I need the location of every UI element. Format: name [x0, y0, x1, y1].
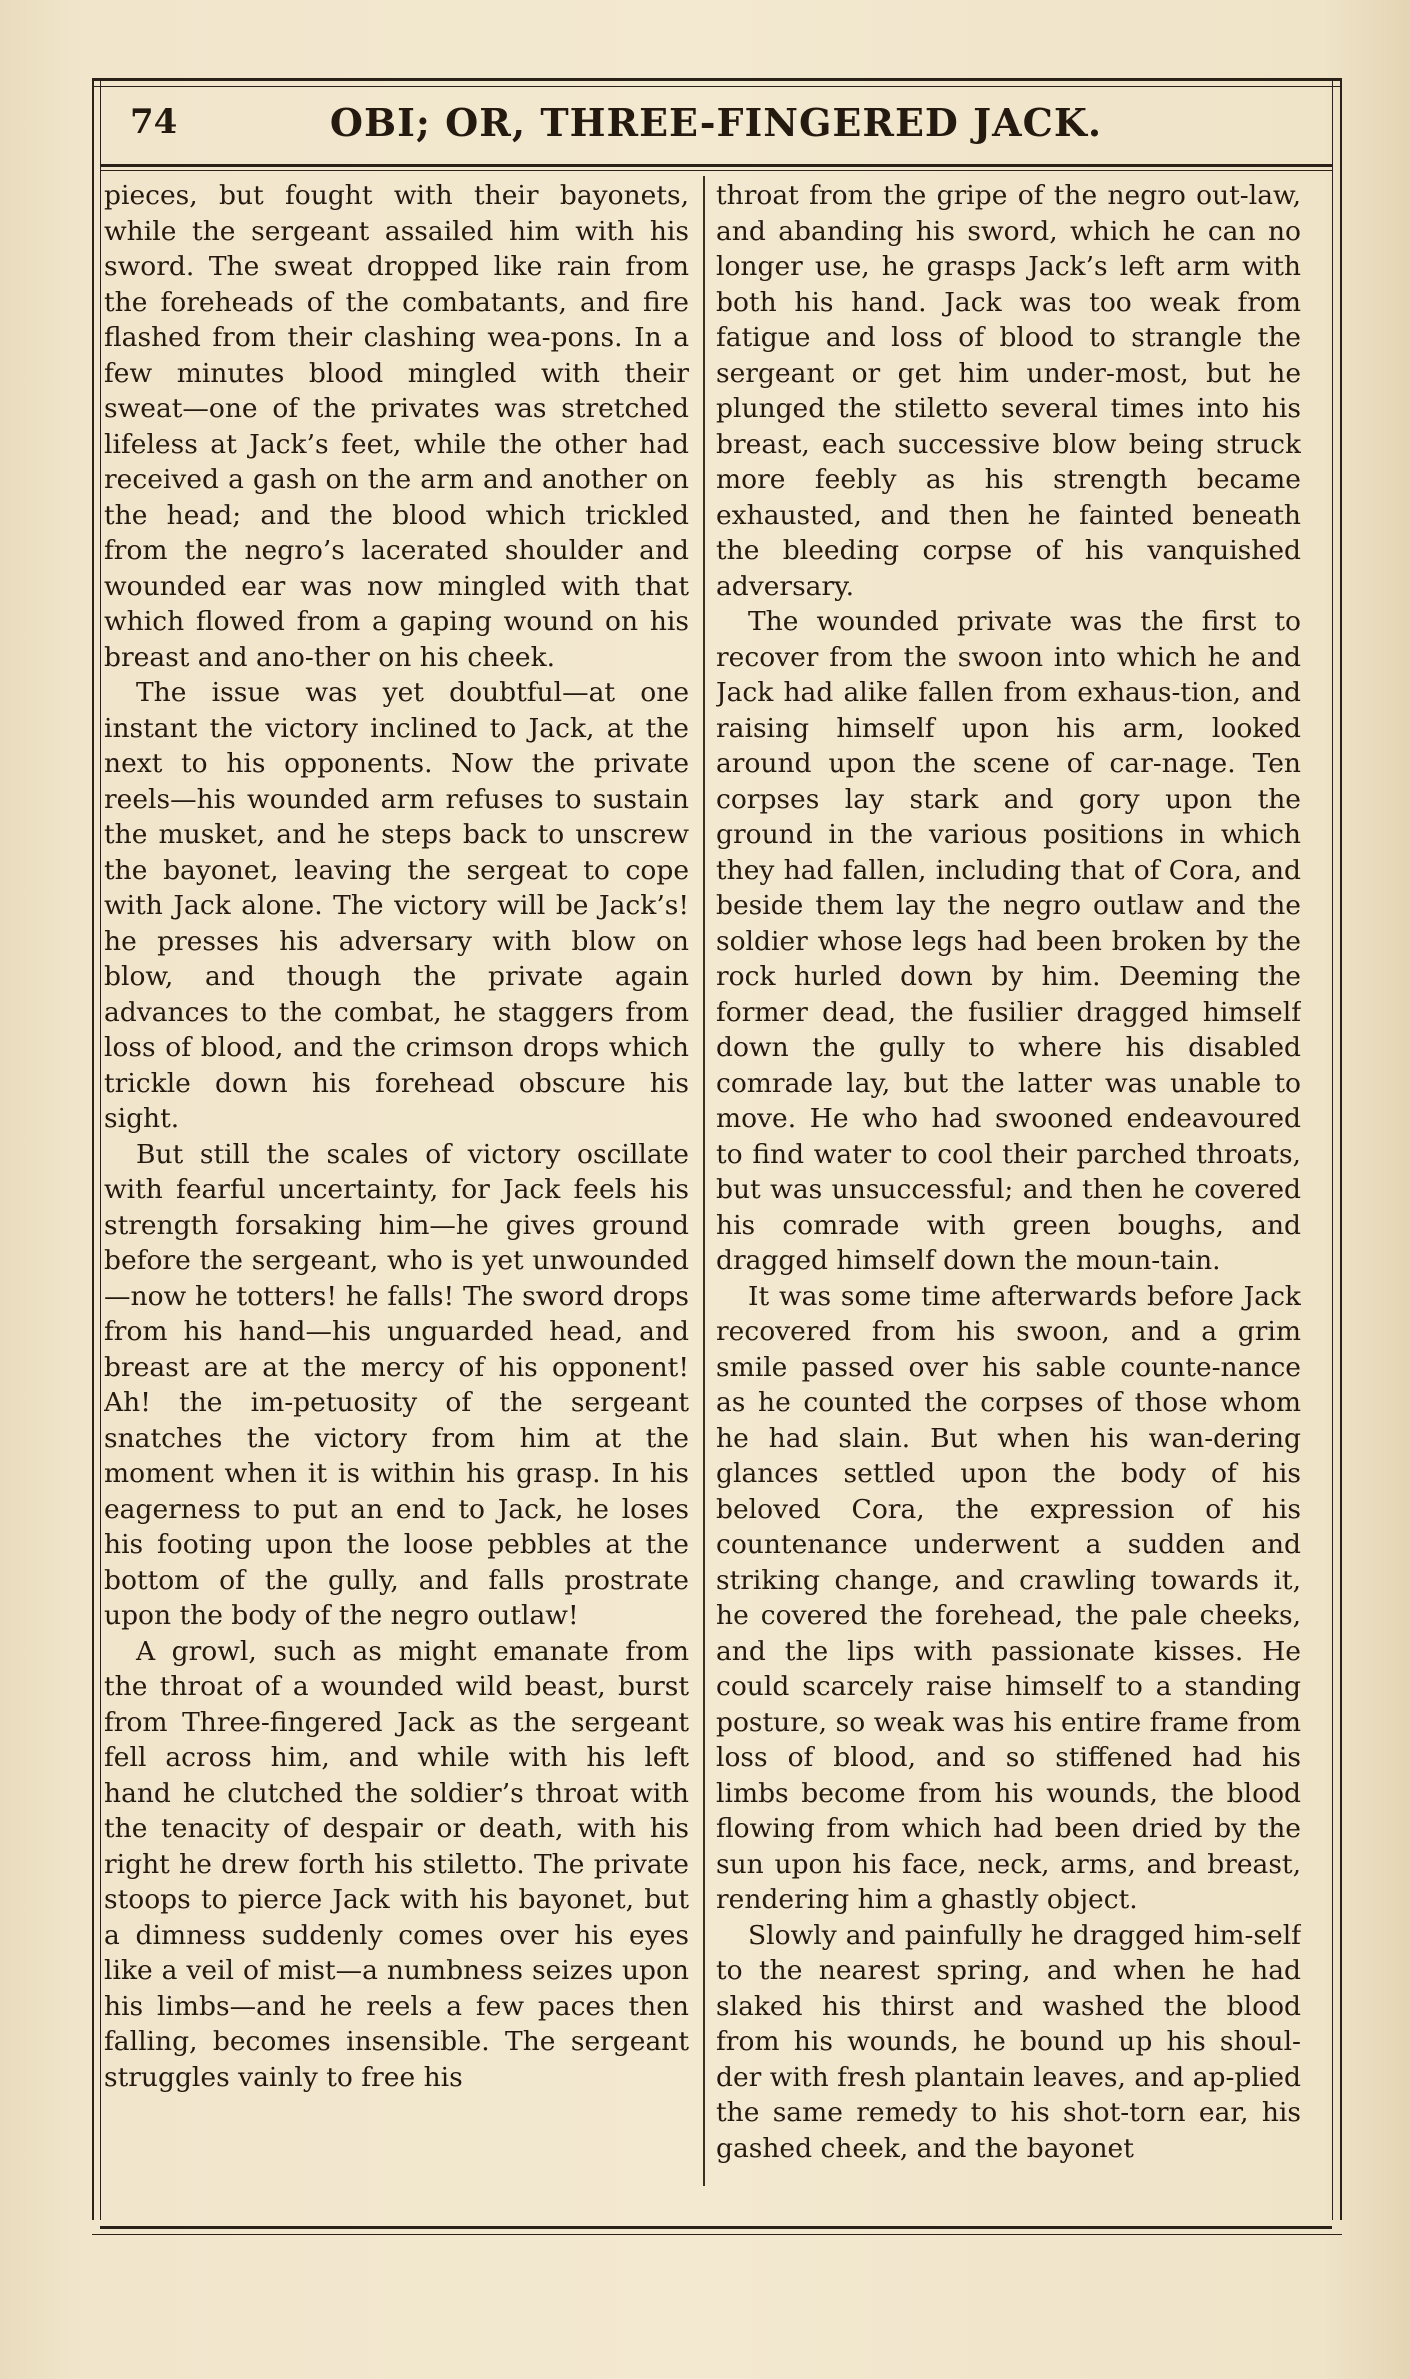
right-paragraph-4: Slowly and painfully he dragged him-self to the nearest spring, and when he had slaked his thirst and washed the blood from his wounds, he bound up his shoul-der with fresh plantain leaves, and ap-plied the same remedy to his shot-torn ear, his gashed cheek, and the bayonet [716, 1919, 1301, 2164]
header-rule [100, 164, 1332, 167]
left-border-thin [100, 80, 101, 2220]
right-paragraph-3: It was some time afterwards before Jack recovered from his swoon, and a grim smile passed over his sable counte-nance as he counted the corpses of those whom he had slain. But when his wan-dering glances settled upon the body of his beloved Cora, the expression of his countenance underwent a sudden and striking change, and crawling towards it, he covered the forehead, the pale cheeks, and the lips with passionate kisses. He could scarcely raise himself to a standing posture, so weak was his entire frame from loss of blood, and so stiffened had his limbs become from his wounds, the blood flowing from which had been dried by the sun upon his face, neck, arms, and breast, rendering him a ghastly object. [716, 1280, 1301, 1915]
header-rule-thin [100, 170, 1332, 171]
left-paragraph-2: The issue was yet doubtful—at one instant the victory inclined to Jack, at the next to his opponents. Now the private reels—his wounded arm refuses to sustain the musket, and he steps back to unscrew the bayonet, leaving the sergeat to cope with Jack alone. The victory will be Jack’s! he presses his adversary with blow on blow, and though the private again advances to the combat, he staggers from loss of blood, and the crimson drops which trickle down his forehead obscure his sight. [104, 677, 689, 1134]
page-number: 74 [130, 102, 178, 142]
bottom-rule [100, 2226, 1332, 2229]
top-border-rule [92, 78, 1342, 81]
bottom-rule-thin [92, 2234, 1342, 2235]
column-divider [703, 176, 705, 2186]
right-border [1340, 80, 1342, 2220]
left-column [104, 178, 689, 2188]
right-paragraph-1: throat from the gripe of the negro out-law, and abanding his sword, which he can no longer use, he grasps Jack’s left arm with both his hand. Jack was too weak from fatigue and loss of blood to strangle the sergeant or get him under-most, but he plunged the stiletto several times into his breast, each successive blow being struck more feebly as his strength became exhausted, and then he fainted beneath the bleeding corpse of his vanquished adversary. [716, 180, 1301, 602]
left-paragraph-4: A growl, such as might emanate from the throat of a wounded wild beast, burst from Three-fingered Jack as the sergeant fell across him, and while with his left hand he clutched the soldier’s throat with the tenacity of despair or death, with his right he drew forth his stiletto. The private stoops to pierce Jack with his bayonet, but a dimness suddenly comes over his eyes like a veil of mist—a numbness seizes upon his limbs—and he reels a few paces then falling, becomes insensible. The sergeant struggles vainly to free his [104, 1635, 689, 2093]
right-paragraph-2: The wounded private was the first to recover from the swoon into which he and Jack had alike fallen from exhaus-tion, and raising himself upon his arm, looked around upon the scene of car-nage. Ten corpses lay stark and gory upon the ground in the various positions in which they had fallen, including that of Cora, and beside them lay the negro outlaw and the soldier whose legs had been broken by the rock hurled down by him. Deeming the former dead, the fusilier dragged himself down the gully to where his disabled comrade lay, but the latter was unable to move. He who had swooned endeavoured to find water to cool their parched throats, but was unsuccessful; and then he covered his comrade with green boughs, and dragged himself down the moun-tain. [716, 606, 1301, 1276]
running-title: OBI; OR, THREE-FINGERED JACK. [329, 100, 1103, 145]
left-paragraph-3: But still the scales of victory oscillate with fearful uncertainty, for Jack feels his strength forsaking him—he gives ground before the sergeant, who is yet unwounded—now he totters! he falls! The sword drops from his hand—his unguarded head, and breast are at the mercy of his opponent! Ah! the im-petuosity of the sergeant snatches the victory from him at the moment when it is within his grasp. In his eagerness to put an end to Jack, he loses his footing upon the loose pebbles at the bottom of the gully, and falls prostrate upon the body of the negro outlaw! [104, 1138, 689, 1631]
left-border [92, 80, 94, 2220]
top-border-rule-thin [92, 86, 1342, 87]
right-column [716, 178, 1301, 2188]
running-header [100, 96, 1332, 156]
right-border-thin [1332, 80, 1333, 2220]
left-paragraph-1: pieces, but fought with their bayonets, while the sergeant assailed him with his sword. The sweat dropped like rain from the foreheads of the combatants, and fire flashed from their clashing wea-pons. In a few minutes blood mingled with their sweat—one of the privates was stretched lifeless at Jack’s feet, while the other had received a gash on the arm and another on the head; and the blood which trickled from the negro’s lacerated shoulder and wounded ear was now mingled with that which flowed from a gaping wound on his breast and ano-ther on his cheek. [104, 180, 689, 673]
